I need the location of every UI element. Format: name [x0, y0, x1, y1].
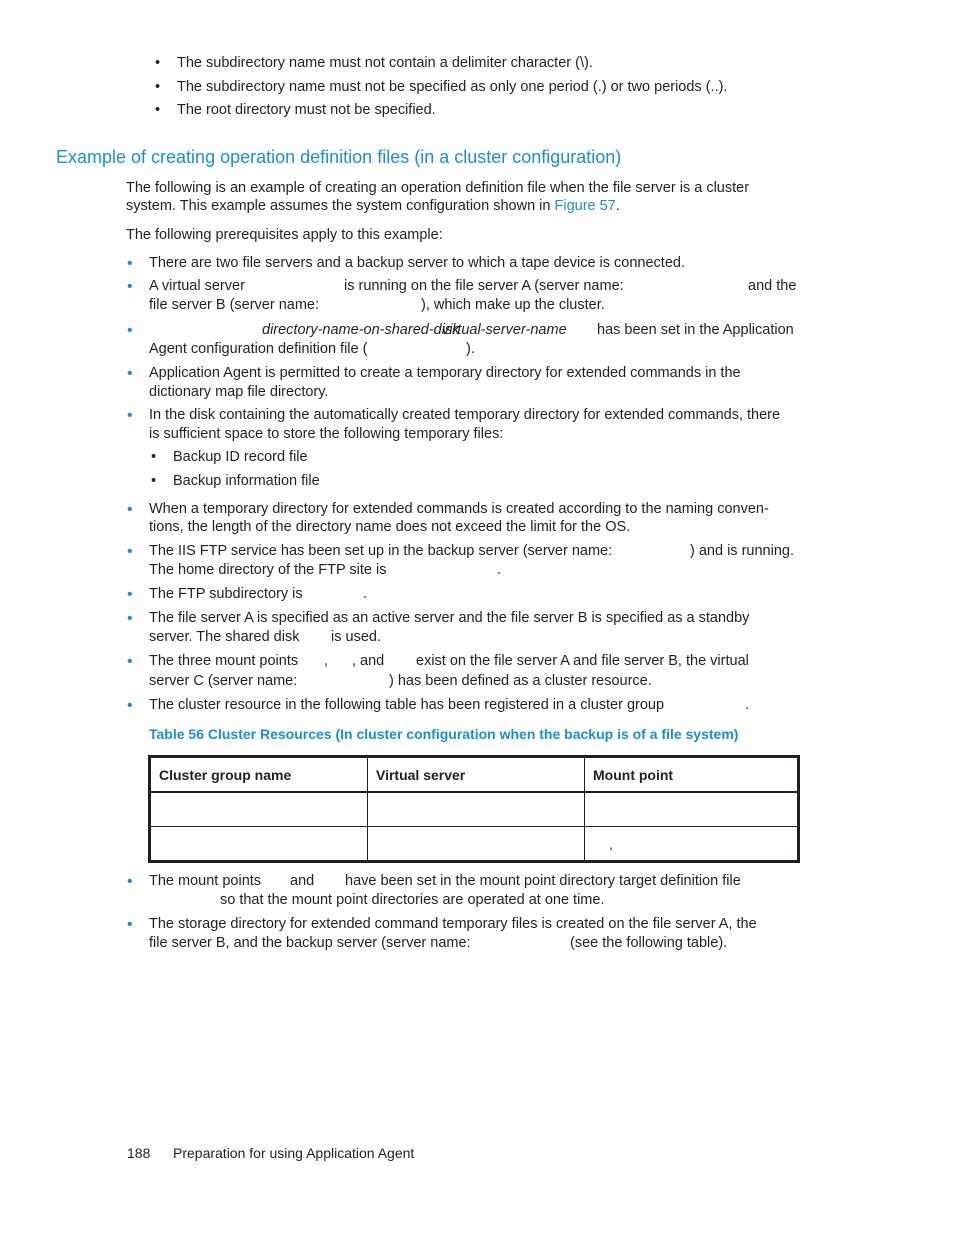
list-item: • The file server A is specified as an active server and the file server B is specified as a standby: [149, 609, 749, 628]
list-item: • The storage directory for extended command temporary files is created on the file server A, the: [149, 915, 757, 934]
table-cell: [150, 792, 368, 827]
list-item-text: ), which make up the cluster.: [421, 297, 605, 313]
list-item-text: file server B (server name:: [149, 297, 320, 313]
table-cell: [368, 792, 585, 827]
list-item-text: server. The shared disk: [149, 629, 300, 645]
figure-57-link[interactable]: Figure 57: [554, 198, 616, 214]
list-item-text: is used.: [331, 629, 381, 645]
list-item: • The root directory must not be specified.: [177, 101, 436, 120]
header-cluster-group-name: Cluster group name: [150, 757, 368, 793]
list-item: • Application Agent is permitted to create a temporary directory for extended commands in the: [149, 364, 741, 383]
list-item: • When a temporary directory for extended commands is created according to the naming conven-: [149, 500, 769, 519]
header-virtual-server: Virtual server: [368, 757, 585, 793]
directory-name-on-shared-disk: directory-name-on-shared-disk: [262, 322, 460, 338]
table-caption: Table 56 Cluster Resources (In cluster configuration when the backup is of a file system): [149, 726, 739, 742]
list-item-text: .: [745, 697, 750, 713]
list-item-text: , and: [352, 653, 385, 669]
header-mount-point: Mount point: [585, 757, 799, 793]
list-item-text: is running on the file server A (server name:: [344, 278, 624, 294]
list-item-text: server C (server name:: [149, 673, 298, 689]
list-item-text: ) and is running.: [690, 543, 794, 559]
list-item-text: tions, the length of the directory name does not exceed the limit for the OS.: [149, 519, 631, 535]
list-item-text: (see the following table).: [570, 935, 728, 951]
list-item: • The subdirectory name must not contain a delimiter character (\).: [177, 54, 593, 73]
intro-text: system. This example assumes the system configuration shown in: [126, 198, 555, 214]
list-item: • The subdirectory name must not be specified as only one period (.) or two periods (..).: [177, 78, 727, 97]
list-item: • The mount points: [149, 872, 261, 891]
list-item: • The three mount points: [149, 652, 298, 671]
list-item: • The FTP subdirectory is: [149, 585, 303, 604]
mount-point-comma: ,: [609, 835, 613, 852]
virtual-server-name: virtual-server-name: [442, 322, 567, 338]
table-header-row: [150, 757, 799, 793]
page-number: 188: [127, 1145, 151, 1161]
table-row: [150, 827, 799, 862]
list-item: • The cluster resource in the following table has been registered in a cluster group: [149, 696, 664, 715]
table-cell: [585, 827, 799, 862]
list-item-text: .: [363, 586, 368, 602]
table-cell: [368, 827, 585, 862]
intro-line-1: The following is an example of creating an operation definition file when the file server is a cluster: [126, 180, 750, 196]
table-cell: [150, 827, 368, 862]
intro-line-2: [126, 197, 620, 216]
prereq-text: The following prerequisites apply to this example:: [126, 227, 443, 243]
list-item-text: Agent configuration definition file (: [149, 341, 368, 357]
list-item: • The IIS FTP service has been set up in the backup server (server name:: [149, 542, 612, 561]
list-item-text: file server B, and the backup server (server name:: [149, 935, 471, 951]
list-item-text: so that the mount point directories are operated at one time.: [220, 892, 605, 908]
sub-list-item: • Backup information file: [173, 472, 320, 491]
list-item-text: ) has been defined as a cluster resource.: [389, 673, 652, 689]
intro-period: .: [615, 198, 620, 214]
cluster-resources-table: [148, 755, 800, 863]
list-item-text: The home directory of the FTP site is: [149, 562, 387, 578]
list-item-text: is sufficient space to store the following temporary files:: [149, 426, 504, 442]
list-item-text: has been set in the Application: [597, 322, 794, 338]
sub-list-item: • Backup ID record file: [173, 448, 308, 467]
list-item: • In the disk containing the automatically created temporary directory for extended commands, there: [149, 406, 780, 425]
section-heading: Example of creating operation definition files (in a cluster configuration): [56, 147, 622, 167]
list-item: • There are two file servers and a backup server to which a tape device is connected.: [149, 254, 685, 273]
list-item-text: and: [290, 873, 315, 889]
list-item: • A virtual server: [149, 277, 245, 296]
table-row: [150, 792, 799, 827]
list-item-text: have been set in the mount point directory target definition file: [345, 873, 741, 889]
table-cell: [585, 792, 799, 827]
footer-title: Preparation for using Application Agent: [173, 1145, 415, 1161]
list-item-text: ,: [324, 653, 329, 669]
list-item-text: .: [497, 562, 502, 578]
list-item-text: and the: [748, 278, 797, 294]
list-item-text: dictionary map file directory.: [149, 384, 329, 400]
list-item-text: ).: [466, 341, 475, 357]
list-item-text: exist on the file server A and file server B, the virtual: [416, 653, 749, 669]
